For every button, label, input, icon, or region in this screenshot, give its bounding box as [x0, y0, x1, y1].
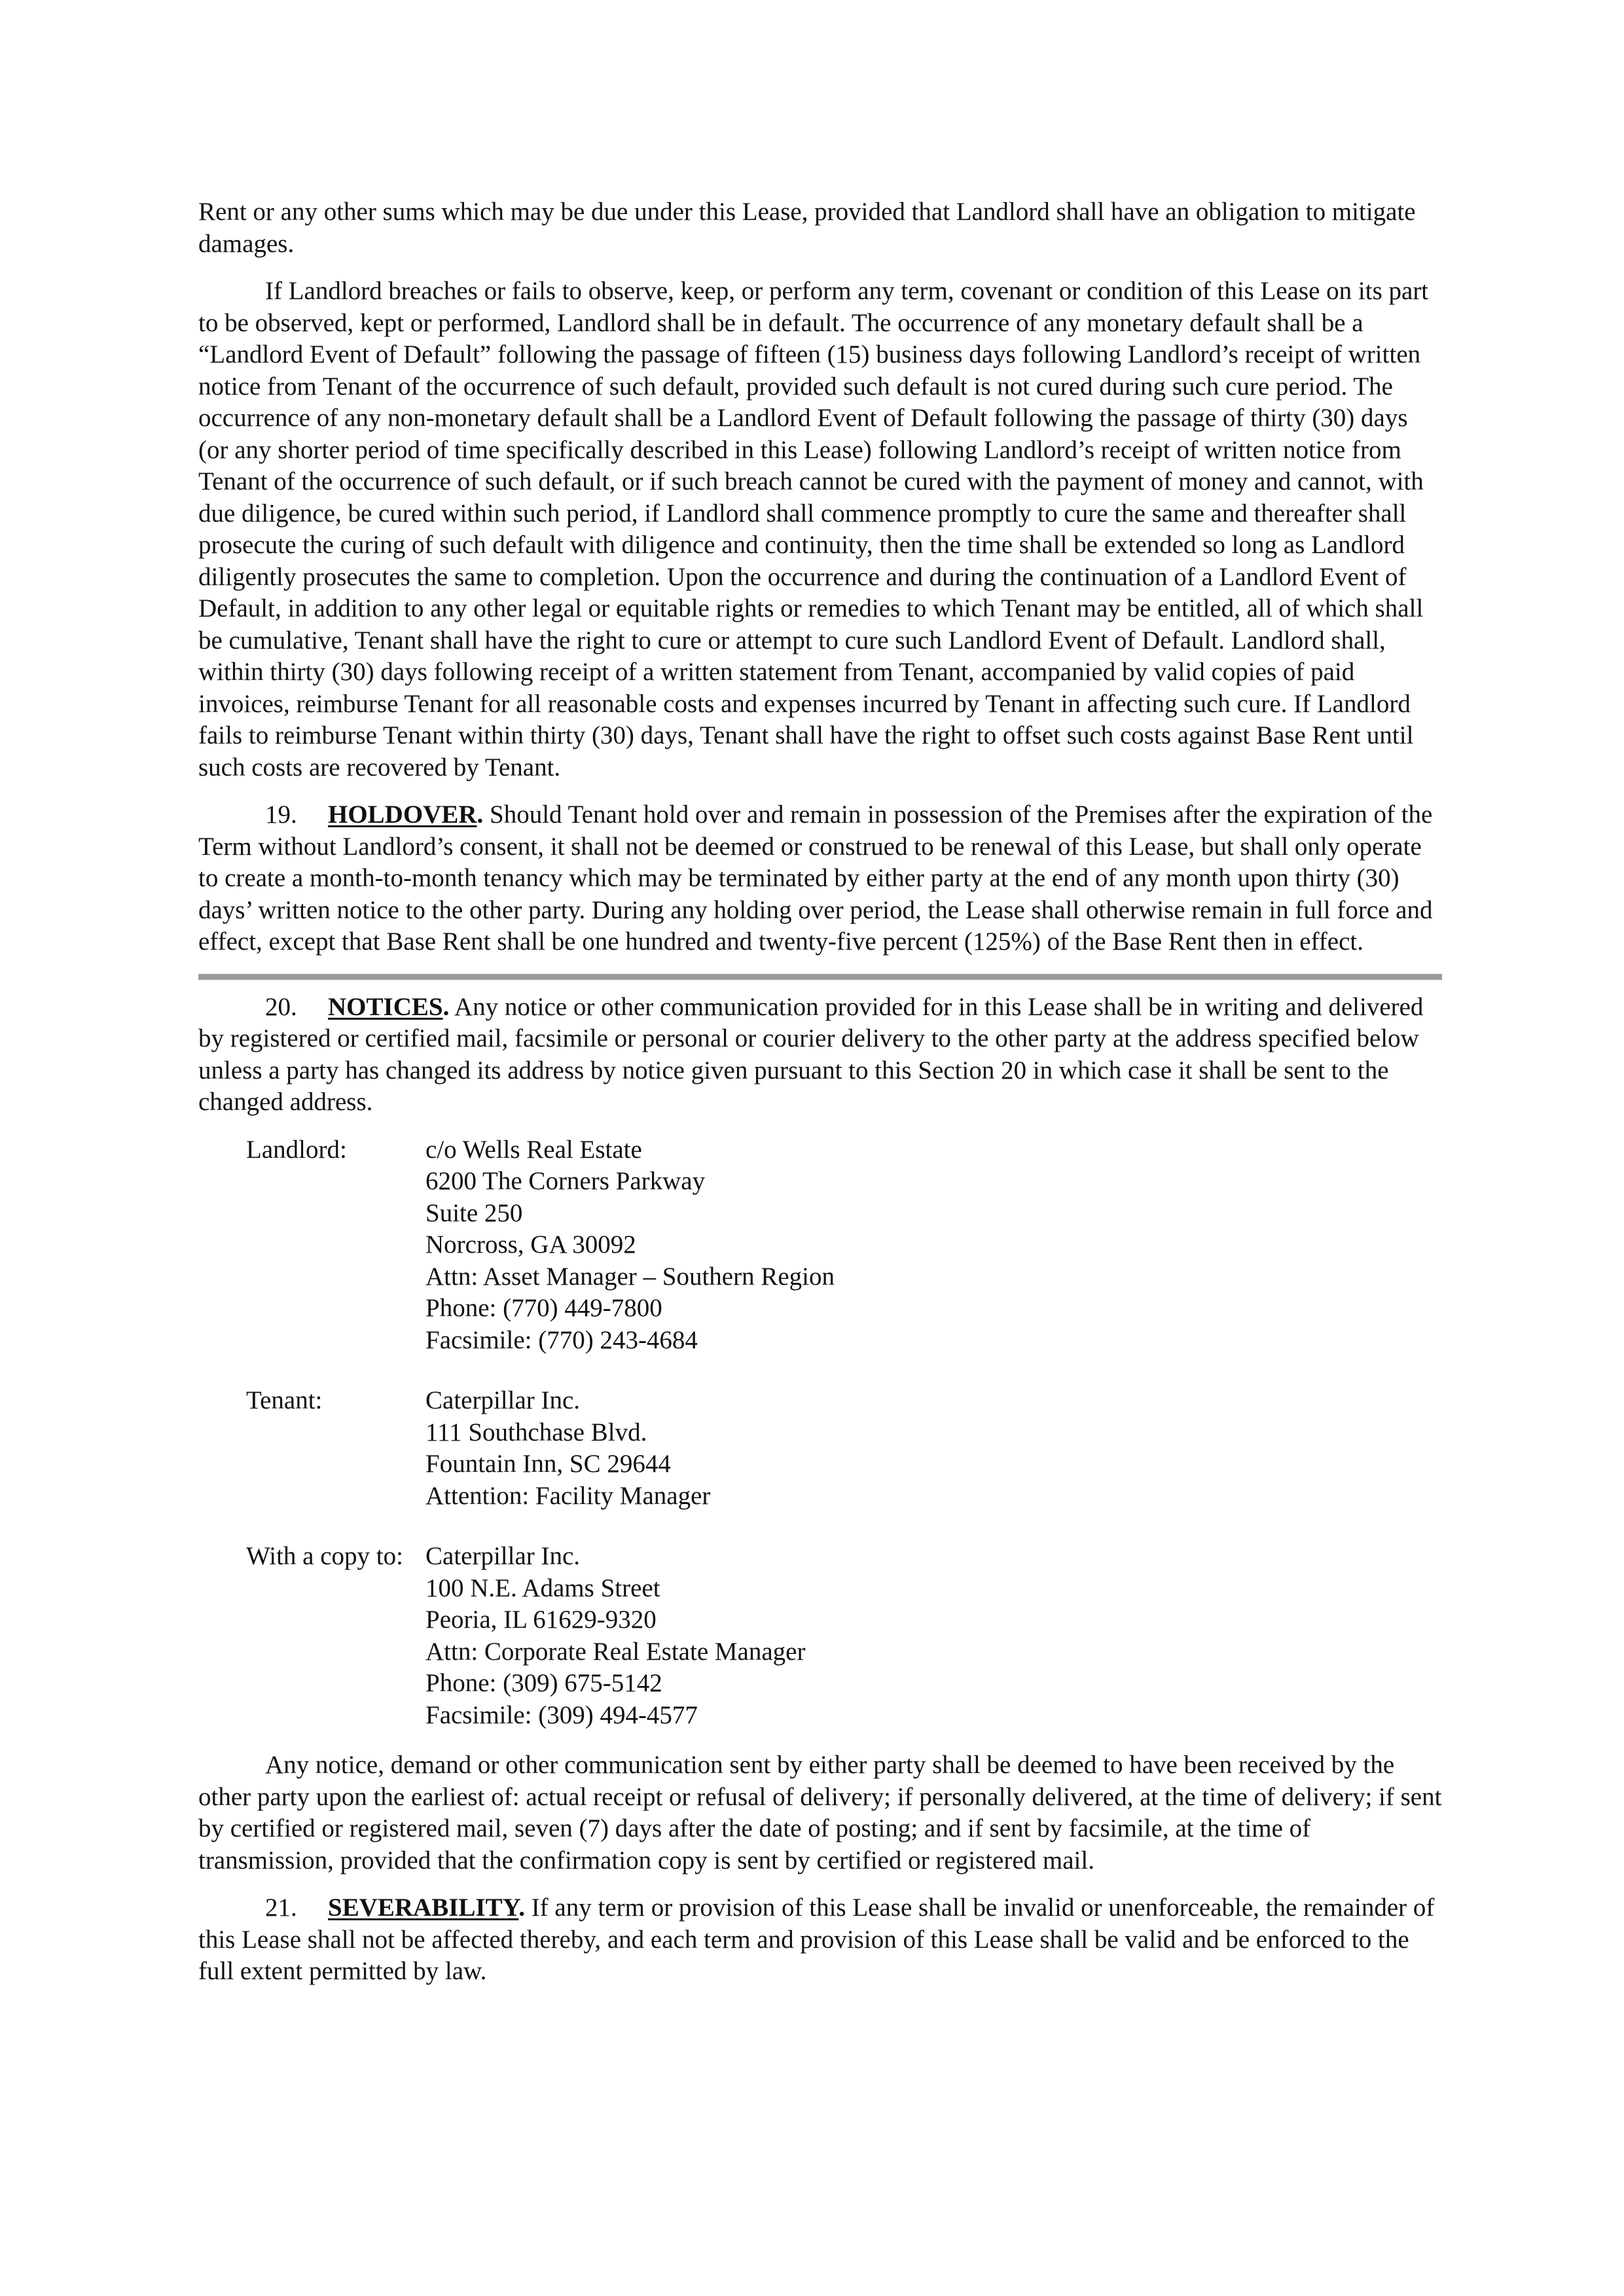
copy-address-line: Peoria, IL 61629-9320	[425, 1605, 657, 1634]
section-20-notices	[198, 992, 1442, 1119]
copy-address-line: Caterpillar Inc.	[425, 1542, 581, 1570]
copy-attention-line: Attn: Corporate Real Estate Manager	[425, 1637, 806, 1666]
landlord-address-line: c/o Wells Real Estate	[425, 1135, 642, 1164]
section-21-number: 21.	[265, 1893, 297, 1922]
landlord-default-paragraph	[198, 276, 1442, 783]
section-divider	[198, 974, 1442, 980]
copy-address-line: 100 N.E. Adams Street	[425, 1573, 660, 1602]
tenant-address-lines	[425, 1385, 1442, 1512]
notice-receipt-text: Any notice, demand or other communication sent by either party shall be deemed to have been received by the other party upon the earliest of: actual receipt or refusal of delivery; if personally delivered, at the time of delivery; if sent by certified or registered mail, seven (7) days after the date of posting; and if sent by facsimile, at the time of transmission, provided that the confirmation copy is sent by certified or registered mail.	[198, 1751, 1442, 1874]
landlord-address-lines	[425, 1134, 1442, 1357]
section-19-text: Should Tenant hold over and remain in possession of the Premises after the expiration of the Term without Landlord’s consent, it shall not be deemed or construed to be renewal of this Lease, but shall only operate to create a month-to-month tenancy which may be terminated by either party at the end of any month upon thirty (30) days’ written notice to the other party. During any holding over period, the Lease shall otherwise remain in full force and effect, except that Base Rent shall be one hundred and twenty-five percent (125%) of the Base Rent then in effect.	[198, 800, 1433, 956]
tenant-address-line: Caterpillar Inc.	[425, 1386, 581, 1414]
landlord-label: Landlord:	[246, 1135, 347, 1164]
copy-address-block	[198, 1541, 1442, 1731]
continuation-paragraph	[198, 196, 1442, 260]
tenant-address-line: Fountain Inn, SC 29644	[425, 1450, 671, 1478]
section-19-number: 19.	[265, 800, 297, 829]
section-19-heading-period: .	[477, 800, 484, 829]
landlord-default-text: If Landlord breaches or fails to observe, keep, or perform any term, covenant or condition of this Lease on its part to be observed, kept or performed, Landlord shall be in default. The occurrence of any monetary default shall be a “Landlord Event of Default” following the passage of fifteen (15) business days following Landlord’s receipt of written notice from Tenant of the occurrence of such default, provided such default is not cured during such cure period. The occurrence of any non-monetary default shall be a Landlord Event of Default following the passage of thirty (30) days (or any shorter period of time specifically described in this Lease) following Landlord’s receipt of written notice from Tenant of the occurrence of such default, or if such breach cannot be cured with the payment of money and cannot, with due diligence, be cured within such period, if Landlord shall commence promptly to cure the same and thereafter shall prosecute the curing of such default with diligence and continuity, then the time shall be extended so long as Landlord diligently prosecutes the same to completion. Upon the occurrence and during the continuation of a Landlord Event of Default, in addition to any other legal or equitable rights or remedies to which Tenant may be entitled, all of which shall be cumulative, Tenant shall have the right to cure or attempt to cure such Landlord Event of Default. Landlord shall, within thirty (30) days following receipt of a written statement from Tenant, accompanied by valid copies of paid invoices, reimburse Tenant for all reasonable costs and expenses incurred by Tenant in affecting such cure. If Landlord fails to reimburse Tenant within thirty (30) days, Tenant shall have the right to offset such costs against Base Rent until such costs are recovered by Tenant.	[198, 277, 1429, 781]
tenant-label: Tenant:	[246, 1386, 323, 1414]
section-21-severability	[198, 1892, 1442, 1988]
landlord-facsimile: Facsimile: (770) 243-4684	[425, 1325, 698, 1354]
section-20-text: Any notice or other communication provided for in this Lease shall be in writing and delivered by registered or certified mail, facsimile or personal or courier delivery to the other party at the address specified below unless a party has changed its address by notice given pursuant to this Section 20 in which case it shall be sent to the changed address.	[198, 992, 1424, 1116]
copy-facsimile: Facsimile: (309) 494-4577	[425, 1700, 698, 1729]
notice-receipt-paragraph	[198, 1749, 1442, 1876]
copy-phone: Phone: (309) 675-5142	[425, 1669, 662, 1697]
section-19-holdover	[198, 799, 1442, 958]
landlord-address-line: Attn: Asset Manager – Southern Region	[425, 1262, 835, 1291]
tenant-address-line: 111 Southchase Blvd.	[425, 1418, 647, 1446]
section-20-heading-period: .	[442, 992, 450, 1021]
landlord-address-block	[198, 1134, 1442, 1357]
section-21-heading: SEVERABILITY	[328, 1893, 519, 1922]
continuation-text: Rent or any other sums which may be due under this Lease, provided that Landlord shall have an obligation to mitigate damages.	[198, 198, 1416, 258]
landlord-address-line: Suite 250	[425, 1198, 523, 1227]
copy-address-lines	[425, 1541, 1442, 1731]
section-20-number: 20.	[265, 992, 297, 1021]
tenant-address-block	[198, 1385, 1442, 1512]
section-21-heading-period: .	[518, 1893, 525, 1922]
landlord-phone: Phone: (770) 449-7800	[425, 1294, 662, 1322]
copy-label: With a copy to:	[246, 1542, 403, 1570]
section-20-heading: NOTICES	[328, 992, 443, 1021]
section-21-text: If any term or provision of this Lease shall be invalid or unenforceable, the remainder of this Lease shall not be affected thereby, and each term and provision of this Lease shall be valid and be enforced to the full extent permitted by law.	[198, 1893, 1435, 1985]
landlord-address-line: 6200 The Corners Parkway	[425, 1167, 706, 1195]
tenant-attention-line: Attention: Facility Manager	[425, 1481, 711, 1510]
document-page	[198, 196, 1442, 2003]
landlord-address-line: Norcross, GA 30092	[425, 1230, 636, 1259]
section-19-heading: HOLDOVER	[328, 800, 477, 829]
